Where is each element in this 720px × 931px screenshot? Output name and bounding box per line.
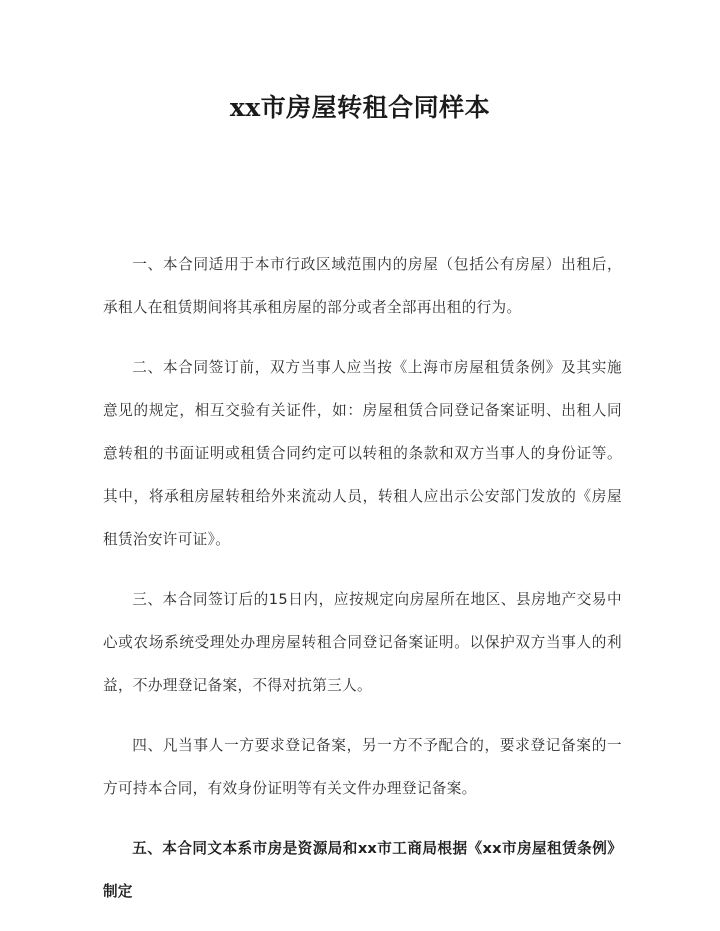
clause-paragraph-4: 四、凡当事人一方要求登记备案，另一方不予配合的，要求登记备案的一方可持本合同，有效身份证明等有关文件办理登记备案。 bbox=[103, 737, 622, 797]
clause-paragraph-5: 五、本合同文本系市房是资源局和xx市工商局根据《xx市房屋租赁条例》制定 bbox=[103, 840, 622, 900]
clause-paragraph-3: 三、本合同签订后的15日内，应按规定向房屋所在地区、县房地产交易中心或农场系统受理处办理房屋转租合同登记备案证明。以保护双方当事人的利益，不办理登记备案，不得对抗第三人。 bbox=[103, 591, 622, 694]
clause-paragraph-2: 二、本合同签订前，双方当事人应当按《上海市房屋租赁条例》及其实施意见的规定，相互交验有关证件，如：房屋租赁合同登记备案证明、出租人同意转租的书面证明或租赁合同约定可以转租的条款和双方当事人的身份证等。其中，将承租房屋转租给外来流动人员，转租人应出示公安部门发放的《房屋租赁治安许可证》。 bbox=[103, 359, 622, 548]
clause-paragraph-1: 一、本合同适用于本市行政区域范围内的房屋（包括公有房屋）出租后，承租人在租赁期间将其承租房屋的部分或者全部再出租的行为。 bbox=[103, 256, 622, 316]
page-title: xx市房屋转租合同样本 bbox=[229, 92, 491, 122]
document-body bbox=[103, 243, 622, 913]
